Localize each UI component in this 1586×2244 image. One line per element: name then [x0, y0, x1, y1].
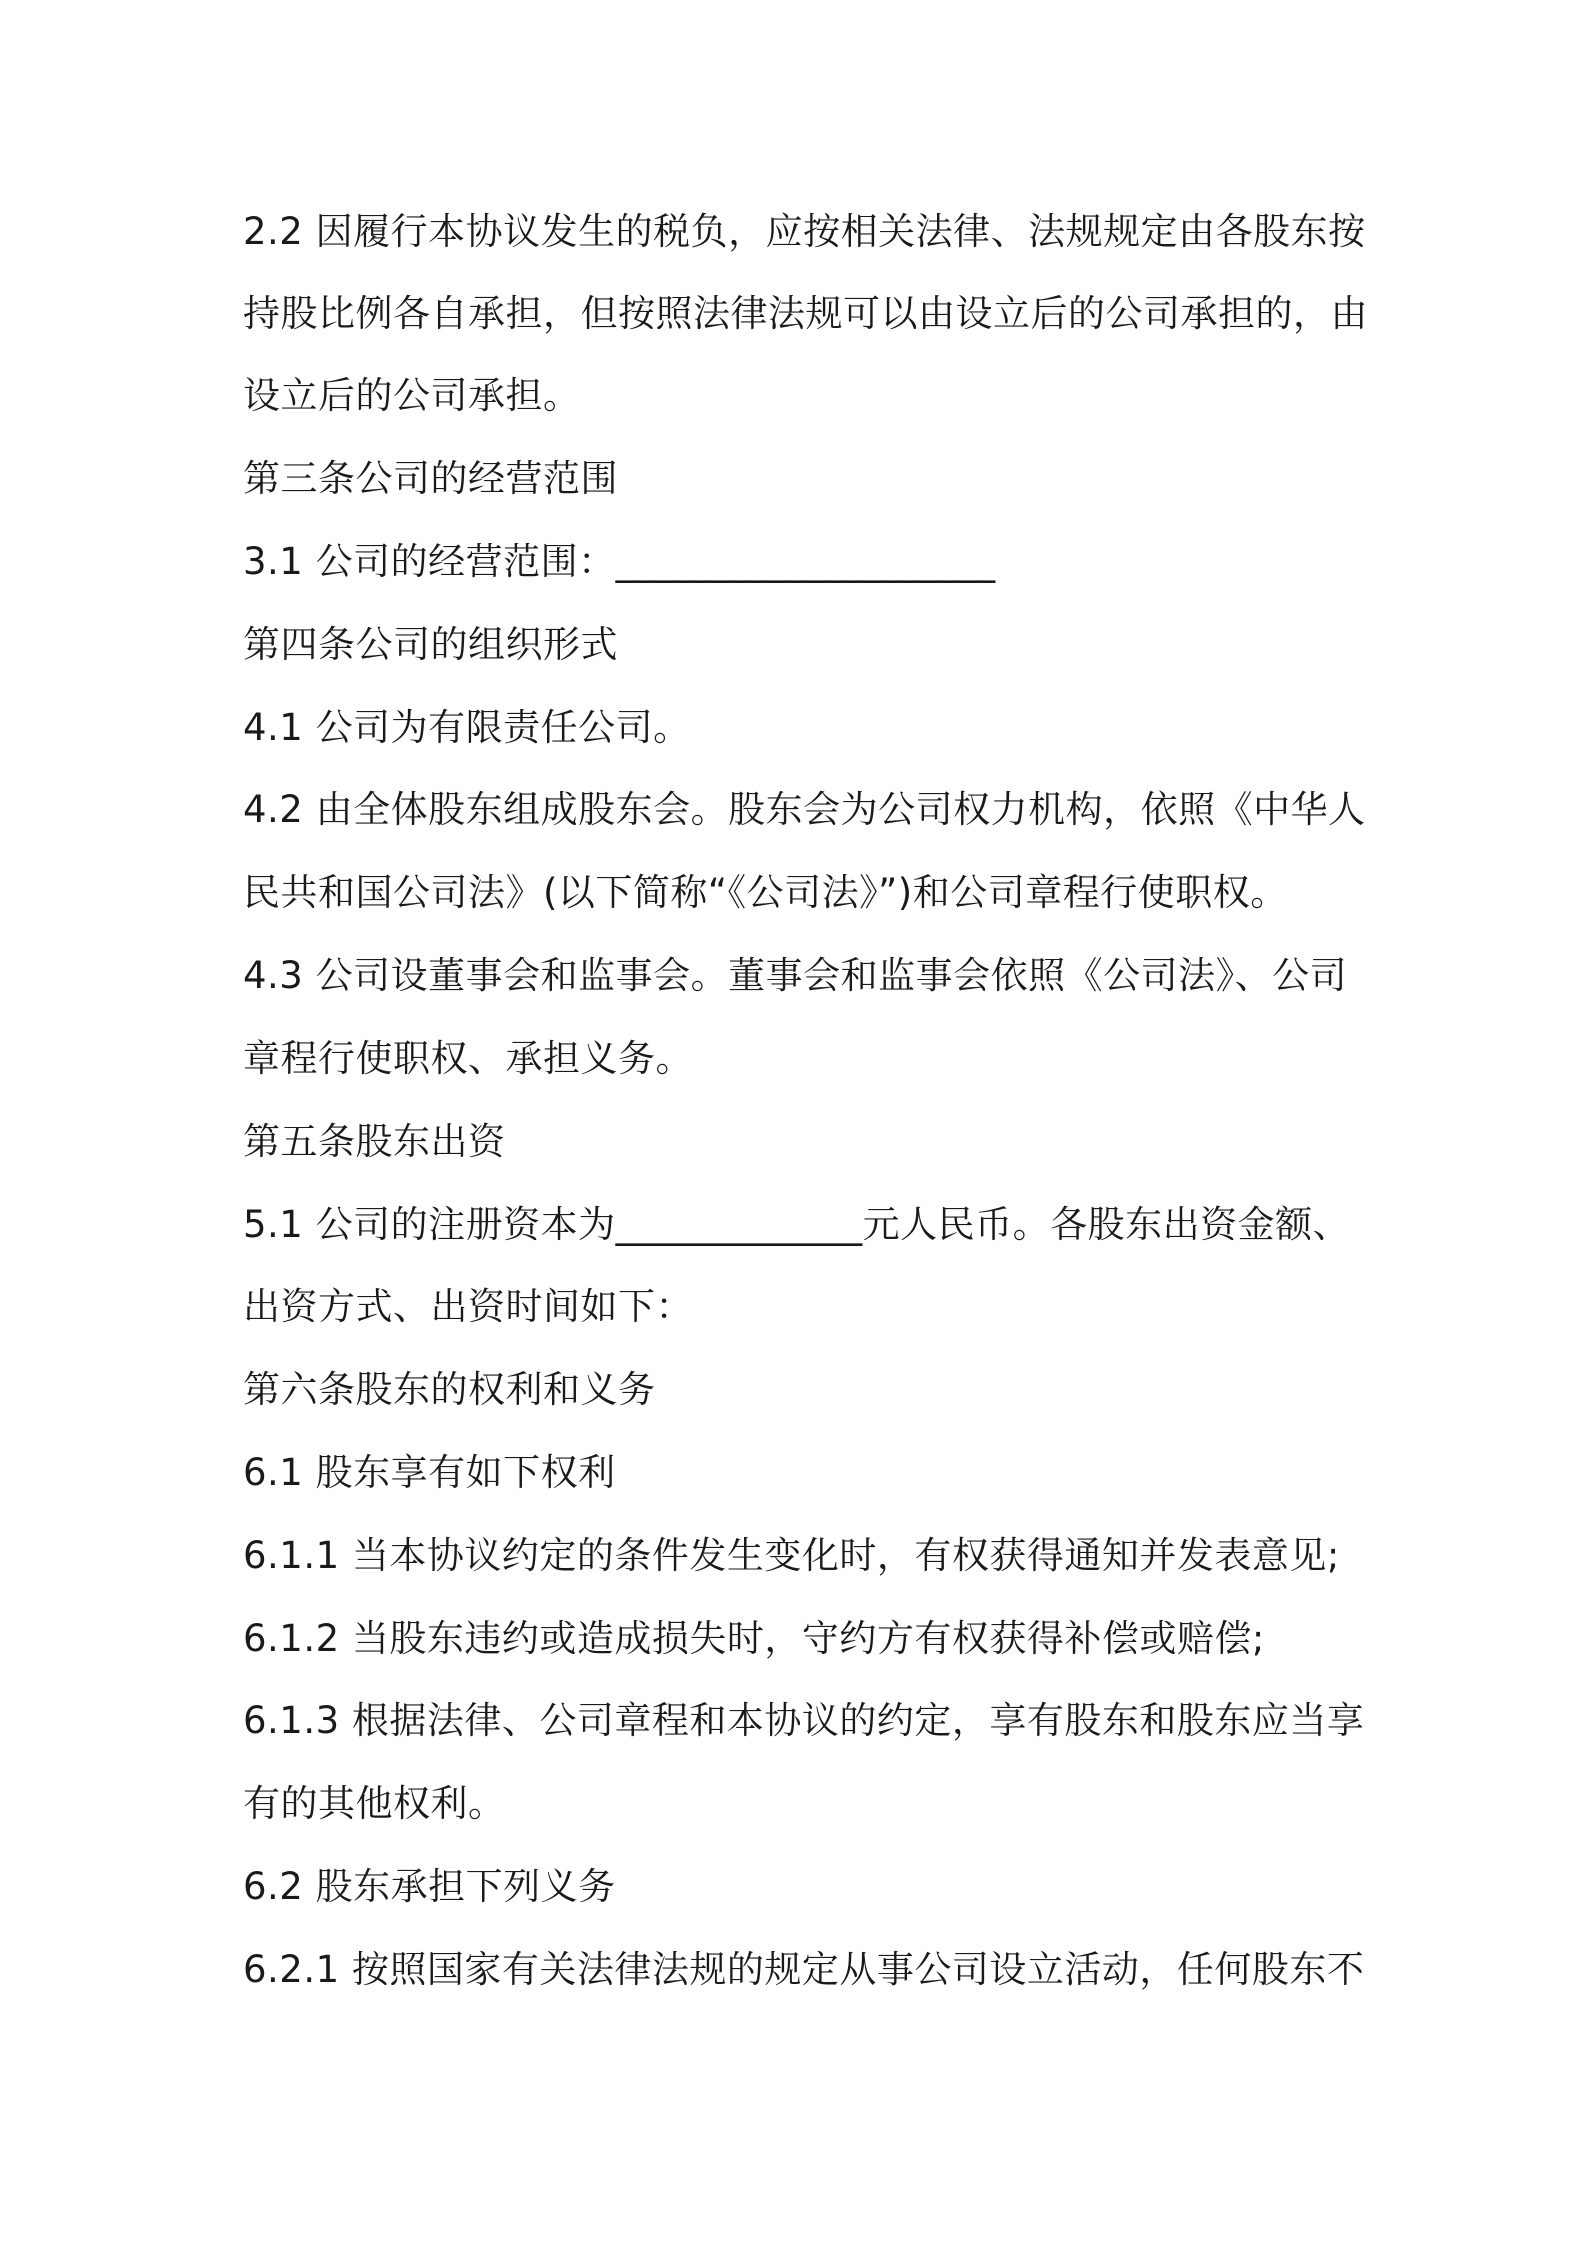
article-3-heading: 第三条公司的经营范围 [243, 457, 618, 500]
paragraph-4-1: 4.1 公司为有限责任公司。 [243, 706, 691, 749]
paragraph-6-1-3-line-1: 6.1.3 根据法律、公司章程和本协议的约定，享有股东和股东应当享 [243, 1699, 1365, 1742]
paragraph-3-1: 3.1 公司的经营范围：____________________ [243, 540, 996, 583]
article-4-heading: 第四条公司的组织形式 [243, 623, 618, 666]
paragraph-6-1-1: 6.1.1 当本协议约定的条件发生变化时，有权获得通知并发表意见; [243, 1534, 1340, 1577]
paragraph-6-1-3-line-2: 有的其他权利。 [243, 1782, 506, 1825]
paragraph-2-2-line-3: 设立后的公司承担。 [243, 374, 581, 417]
paragraph-6-1-2: 6.1.2 当股东违约或造成损失时，守约方有权获得补偿或赔偿; [243, 1617, 1265, 1660]
paragraph-4-3-line-2: 章程行使职权、承担义务。 [243, 1037, 693, 1080]
paragraph-5-1-line-1: 5.1 公司的注册资本为_____________元人民币。各股东出资金额、 [243, 1203, 1351, 1246]
paragraph-2-2-line-1: 2.2 因履行本协议发生的税负，应按相关法律、法规规定由各股东按 [243, 210, 1366, 253]
paragraph-6-2-1-line-1: 6.2.1 按照国家有关法律法规的规定从事公司设立活动，任何股东不 [243, 1948, 1365, 1991]
paragraph-6-1: 6.1 股东享有如下权利 [243, 1451, 616, 1494]
paragraph-6-2: 6.2 股东承担下列义务 [243, 1865, 616, 1908]
paragraph-5-1-line-2: 出资方式、出资时间如下： [243, 1285, 693, 1328]
paragraph-2-2-line-2: 持股比例各自承担，但按照法律法规可以由设立后的公司承担的，由 [243, 292, 1368, 335]
paragraph-4-3-line-1: 4.3 公司设董事会和监事会。董事会和监事会依照《公司法》、公司 [243, 954, 1348, 997]
paragraph-4-2-line-2: 民共和国公司法》(以下简称“《公司法》”)和公司章程行使职权。 [243, 871, 1288, 914]
article-6-heading: 第六条股东的权利和义务 [243, 1368, 656, 1411]
paragraph-4-2-line-1: 4.2 由全体股东组成股东会。股东会为公司权力机构，依照《中华人 [243, 788, 1366, 831]
article-5-heading: 第五条股东出资 [243, 1120, 506, 1163]
